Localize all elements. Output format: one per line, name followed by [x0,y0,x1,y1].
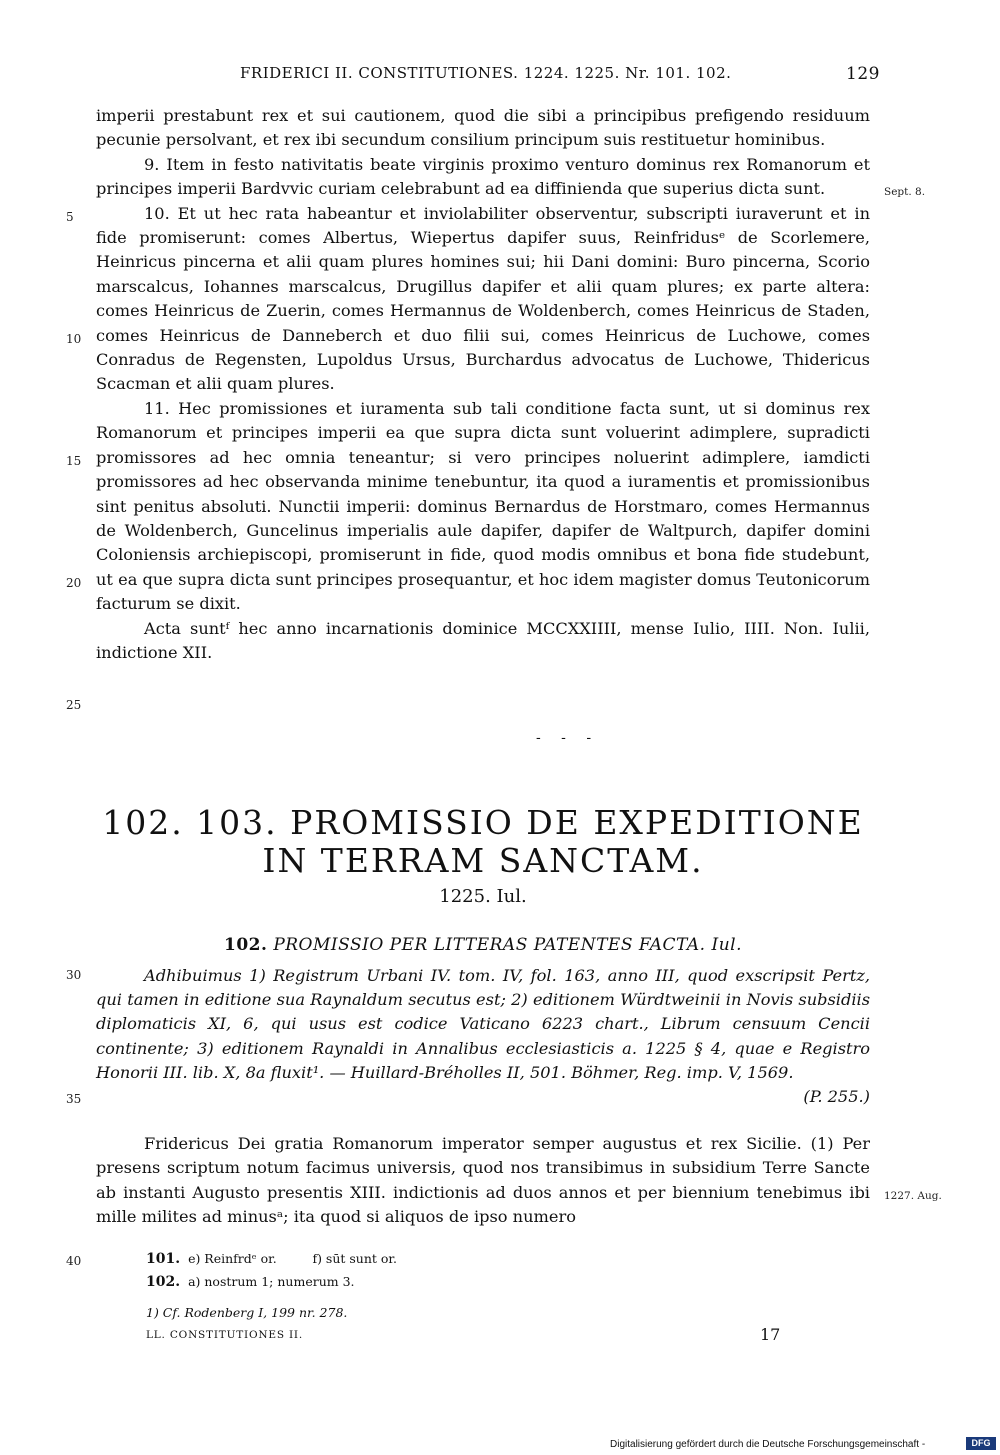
footer-series: LL. CONSTITUTIONES II. [146,1329,304,1341]
running-head [240,64,880,82]
document-number: 102. [224,935,268,955]
footnote-1: 1) Cf. Rodenberg I, 199 nr. 278. [146,1305,348,1320]
footer-signature: 17 [760,1325,781,1344]
document-title: PROMISSIO PER LITTERAS PATENTES FACTA. Iul. [273,935,742,955]
line-number: 15 [66,454,82,468]
footnote-101: 101. e) Reinfrdᵉ or. f) sūt sunt or. [146,1251,398,1267]
digitization-notice: Digitalisierung gefördert durch die Deutsche Forschungsgemeinschaft - [610,1439,926,1450]
charter-text: Fridericus Dei gratia Romanorum imperator semper augustus et rex Sicilie. (1) Per presens scriptum notum facimus universis, quod nos transibimus in subsidium Terre Sancte ab instanti Augusto presentis XIII. indictionis ad duos annos et per biennium tenebimus ibi mille milites ad minusᵃ; ita quod si aliquos de ipso numero [96,1134,870,1227]
section-separator: - - - [536,730,600,746]
introduction-reference: (P. 255.) [803,1087,870,1107]
line-number: 40 [66,1254,82,1268]
line-number: 25 [66,698,82,712]
running-head-title: FRIDERICI II. CONSTITUTIONES. 1224. 1225. Nr. 101. 102. [240,64,732,82]
page-number: 129 [846,64,880,84]
line-number: 20 [66,576,82,590]
footnote-102: 102. a) nostrum 1; numerum 3. [146,1274,355,1290]
paragraph-continuation: imperii prestabunt rex et sui cautionem, quod die sibi a principibus prefigendo residuum pecunie persolvant, et rex ibi secundum consilium principum suis restituetur hominibus. [96,106,870,150]
line-number: 35 [66,1092,82,1106]
paragraph-acta: Acta suntᶠ hec anno incarnationis dominice MCCXXIIII, mense Iulio, IIII. Non. Iulii, indictione XII. [96,618,870,662]
top-text-block [96,104,870,665]
paragraph-9: 9. Item in festo nativitatis beate virginis proximo venturo dominus rex Romanorum et principes imperii Bardvvic curiam celebrabunt ad ea diffinienda que superius dicta sunt. [96,154,870,199]
section-date: 1225. Iul. [439,886,527,907]
paragraph-10: 10. Et ut hec rata habeantur et inviolabiliter observentur, subscripti iuraverunt et in fide promiserunt: comes Albertus, Wiepertus dapifer suus, Reinfridusᵉ de Scorlemere, Heinricus pincerna et alii quam plures homines sui; hii Dani domini: Buro pincerna, Scorio marscalcus, Iohannes marscalcus, Drugillus dapifer et alii quam plures; ex parte altera: comes Heinricus de Zuerin, comes Hermannus de Woldenberch, comes Heinricus de Staden, comes Heinricus de Danneberch et duo filii sui, comes Heinricus de Luchowe, comes Conradus de Regensten, Lupoldus Ursus, Burchardus advocatus de Luchowe, Thidericus Scacman et alii quam plures. [96,203,870,394]
editorial-introduction [96,964,870,1109]
paragraph-11: 11. Hec promissiones et iuramenta sub tali conditione facta sunt, ut si dominus rex Romanorum et principes imperii ea que supra dicta sunt voluerint adimplere, supradicti promissores ad hec omnia teneantur; si vero principes noluerint adimplere, iamdicti promissores ad hec observanda minime tenebuntur, ita quod a iuramentis et promissionibus sint penitus absoluti. Nunctii imperii: dominus Bernardus de Horstmaro, comes Hermannus de Woldenberch, Guncelinus imperialis aule dapifer, dapifer de Waltpurch, dapifer domini Coloniensis archiepiscopi, promiserunt in fide, quod modis omnibus et bona fide studebunt, ut ea que supra dicta sunt principes prosequantur, et hoc idem magister domus Teutonicorum facturum se dixit. [96,398,870,614]
section-title-line2: IN TERRAM SANCTAM. [262,841,704,880]
margin-note-date: Sept. 8. [884,186,926,198]
margin-note-date: 1227. Aug. [884,1190,942,1202]
line-number: 5 [66,210,74,224]
line-number: 10 [66,332,82,346]
section-title [96,804,870,880]
line-number: 30 [66,968,82,982]
section-title-line1: 102. 103. PROMISSIO DE EXPEDITIONE [102,803,864,842]
document-heading [96,935,870,955]
charter-text-block [96,1132,870,1230]
dfg-logo: DFG [966,1437,996,1450]
introduction-text: Adhibuimus 1) Registrum Urbani IV. tom. IV, fol. 163, anno III, quod exscripsit Pertz, qui tamen in editione sua Raynaldum secutus est; 2) editionem Würdtweinii in Novis subsidiis diplomaticis XI, 6, qui usus est codice Vaticano 6223 chart., Librum censuum Cencii continente; 3) editionem Raynaldi in Annalibus ecclesiasticis a. 1225 § 4, quae e Registro Honorii III. lib. X, 8a fluxit¹. — Huillard-Bréholles II, 501. Böhmer, Reg. imp. V, 1569. [96,966,870,1082]
